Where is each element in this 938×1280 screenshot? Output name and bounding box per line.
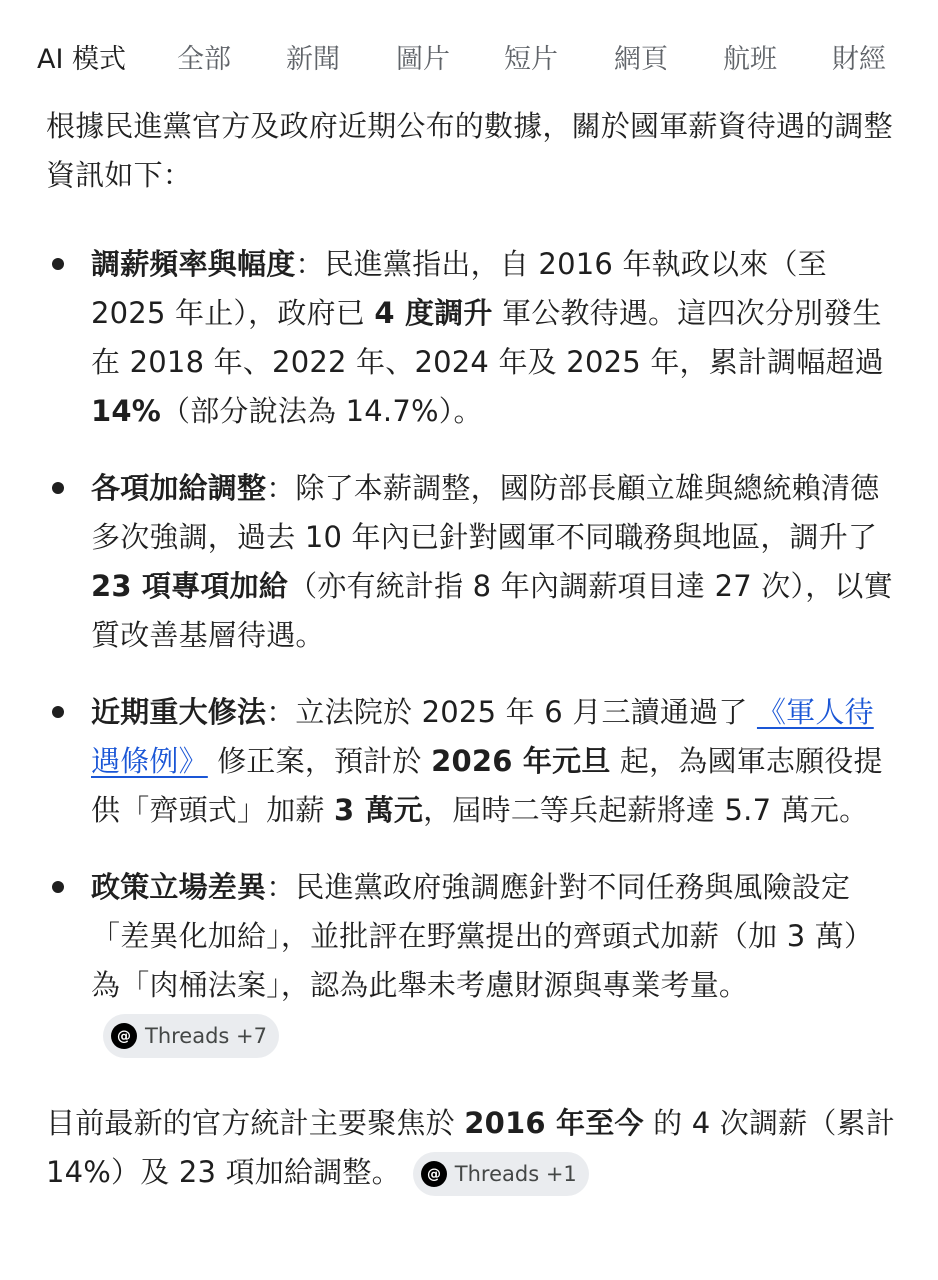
answer-bullet-list (46, 240, 896, 1059)
military-pay-act-link[interactable]: 《軍人待遇條例》 (91, 695, 874, 778)
source-chip-label: Threads +1 (454, 1162, 577, 1186)
tab-short-videos[interactable]: 短片 (504, 44, 558, 75)
tab-all[interactable]: 全部 (177, 44, 231, 75)
bullet-title: 各項加給調整 (91, 471, 267, 505)
bullet-title: 政策立場差異 (91, 870, 267, 904)
bullet-emphasis: 4 度調升 (374, 296, 493, 330)
ai-answer (46, 102, 896, 1197)
bullet-emphasis: 23 項專項加給 (91, 569, 289, 603)
source-chip-threads[interactable] (413, 1152, 589, 1196)
threads-icon (111, 1023, 137, 1049)
threads-icon (421, 1161, 447, 1187)
svg-text:@: @ (117, 1028, 131, 1044)
tab-web[interactable]: 網頁 (614, 44, 668, 75)
bullet-policy-difference (46, 863, 896, 1059)
bullet-text: （亦有統計指 8 年內調薪項目達 27 次），以實質改善基層待遇。 (91, 569, 893, 652)
bullet-dot (52, 482, 64, 494)
tab-news[interactable]: 新聞 (286, 44, 340, 75)
bullet-salary-frequency (46, 240, 896, 436)
tab-ai-mode[interactable]: AI 模式 (37, 44, 127, 75)
source-chip-threads[interactable] (103, 1014, 279, 1058)
summary-text: 的 4 次調薪（累計 14%）及 23 項加給調整。 (46, 1106, 895, 1189)
source-chip-label: Threads +7 (145, 1024, 268, 1048)
bullet-title: 近期重大修法 (91, 695, 267, 729)
summary-text: 目前最新的官方統計主要聚焦於 (46, 1106, 465, 1140)
bullet-recent-amendment (46, 688, 896, 835)
bullet-text: ：立法院於 2025 年 6 月三讀通過了 (266, 695, 757, 729)
bullet-text: 起，為國軍志願役提供「齊頭式」加薪 (91, 744, 883, 827)
bullet-title: 調薪頻率與幅度 (91, 247, 296, 281)
svg-text:@: @ (426, 1166, 441, 1182)
bullet-allowance-adjustment (46, 464, 896, 660)
summary-emphasis: 2016 年至今 (464, 1106, 644, 1140)
bullet-dot (52, 706, 64, 718)
bullet-dot (52, 258, 64, 270)
bullet-text: ：民進黨政府強調應針對不同任務與風險設定「差異化加給」，並批評在野黨提出的齊頭式加薪（加 3 萬）為「肉桶法案」，認為此舉未考慮財源與專業考量。 (91, 870, 874, 1002)
bullet-text: ，屆時二等兵起薪將達 5.7 萬元。 (423, 793, 869, 827)
bullet-emphasis: 3 萬元 (334, 793, 424, 827)
bullet-text: ：民進黨指出，自 2016 年執政以來（至 2025 年止），政府已 (91, 247, 827, 330)
answer-intro: 根據民進黨官方及政府近期公布的數據，關於國軍薪資待遇的調整資訊如下： (46, 109, 893, 192)
bullet-text: 軍公教待遇。這四次分別發生在 2018 年、2022 年、2024 年及 2025 年，累計調幅超過 (91, 296, 884, 379)
bullet-dot (52, 881, 64, 893)
search-tabs (0, 0, 938, 100)
tab-images[interactable]: 圖片 (396, 44, 450, 75)
answer-summary (46, 1099, 896, 1197)
bullet-emphasis: 2026 年元旦 (431, 744, 611, 778)
bullet-text: 修正案，預計於 (207, 744, 432, 778)
tab-flights[interactable]: 航班 (723, 44, 777, 75)
tab-finance[interactable]: 財經 (832, 44, 886, 75)
bullet-text: （部分說法為 14.7%）。 (161, 394, 483, 428)
bullet-emphasis: 14% (91, 394, 162, 428)
bullet-text: ：除了本薪調整，國防部長顧立雄與總統賴清德多次強調，過去 10 年內已針對國軍不同職務與地區，調升了 (91, 471, 880, 554)
